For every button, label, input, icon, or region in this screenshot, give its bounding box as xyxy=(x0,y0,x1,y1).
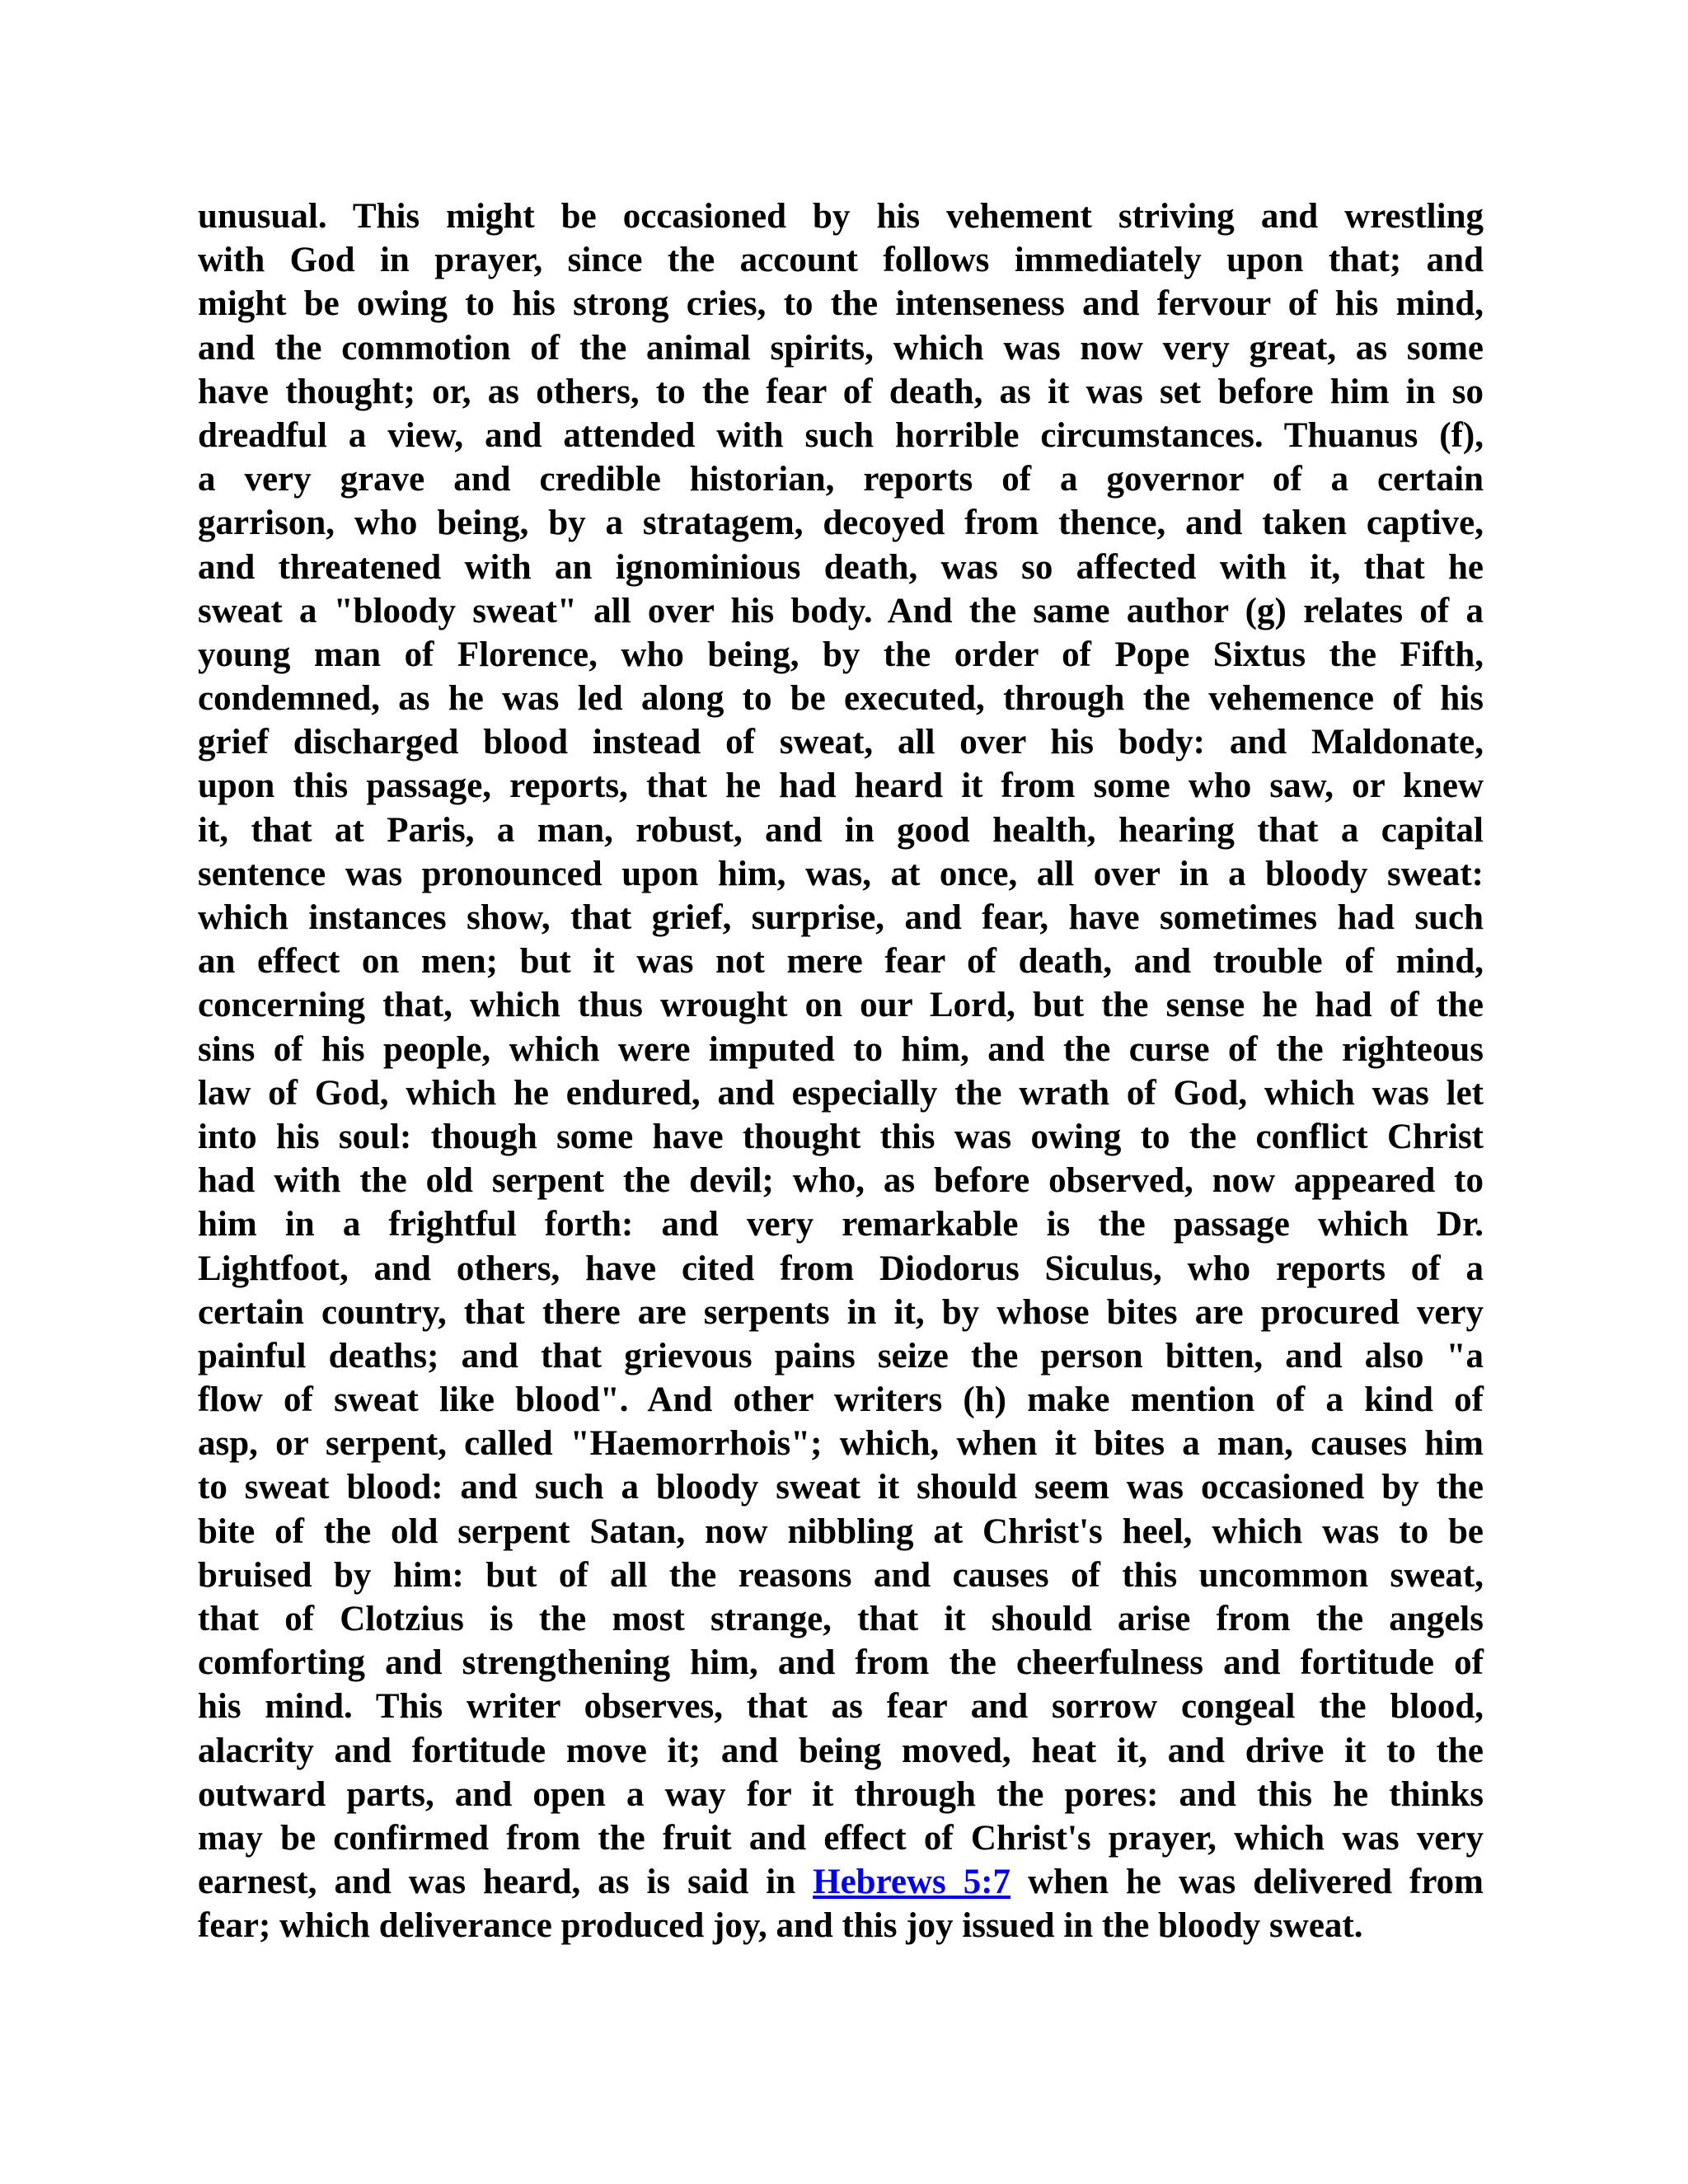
text-line: unusual. This might be occasioned by his vehement striving and wrestling xyxy=(198,197,1484,236)
text-line: alacrity and fortitude move it; and being moved, heat it, and drive it to the xyxy=(198,1731,1484,1770)
text-line: young man of Florence, who being, by the order of Pope Sixtus the Fifth, xyxy=(198,635,1484,674)
text-line: bite of the old serpent Satan, now nibbling at Christ's heel, which was to be xyxy=(198,1511,1484,1551)
text-line: comforting and strengthening him, and from the cheerfulness and fortitude of xyxy=(198,1643,1484,1683)
text-line: to sweat blood: and such a bloody sweat it should seem was occasioned by the xyxy=(198,1468,1484,1507)
text-line: dreadful a view, and attended with such horrible circumstances. Thuanus (f), xyxy=(198,415,1484,455)
text-line-final: fear; which deliverance produced joy, and this joy issued in the bloody sweat. xyxy=(198,1906,1363,1946)
text-line: sweat a "bloody sweat" all over his body. And the same author (g) relates of a xyxy=(198,591,1484,630)
text-line: might be owing to his strong cries, to the intenseness and fervour of his mind, xyxy=(198,284,1484,324)
text-line: sentence was pronounced upon him, was, at once, all over in a bloody sweat: xyxy=(198,854,1484,893)
text-line: his mind. This writer observes, that as fear and sorrow congeal the blood, xyxy=(198,1687,1484,1727)
text-line: sins of his people, which were imputed to him, and the curse of the righteous xyxy=(198,1029,1484,1069)
text-line: Lightfoot, and others, have cited from Diodorus Siculus, who reports of a xyxy=(198,1249,1484,1288)
text-line: painful deaths; and that grievous pains seize the person bitten, and also "a xyxy=(198,1336,1484,1376)
link-line-text-after: when he was delivered from xyxy=(1010,1863,1484,1902)
text-line: may be confirmed from the fruit and effect of Christ's prayer, which was very xyxy=(198,1818,1484,1858)
commentary-text xyxy=(198,194,1484,1948)
text-line: a very grave and credible historian, reports of a governor of a certain xyxy=(198,460,1484,499)
text-line: into his soul: though some have thought this was owing to the conflict Christ xyxy=(198,1117,1484,1156)
text-line: with God in prayer, since the account follows immediately upon that; and xyxy=(198,241,1484,280)
text-line: and the commotion of the animal spirits, which was now very great, as some xyxy=(198,328,1484,368)
text-line: have thought; or, as others, to the fear of death, as it was set before him in so xyxy=(198,372,1484,411)
text-line: which instances show, that grief, surprise, and fear, have sometimes had such xyxy=(198,898,1484,937)
text-line: an effect on men; but it was not mere fear of death, and trouble of mind, xyxy=(198,942,1484,982)
text-line: condemned, as he was led along to be executed, through the vehemence of his xyxy=(198,679,1484,719)
hebrews-5-7-link[interactable]: Hebrews 5:7 xyxy=(813,1863,1011,1902)
text-line: upon this passage, reports, that he had heard it from some who saw, or knew xyxy=(198,766,1484,806)
text-line: outward parts, and open a way for it through the pores: and this he thinks xyxy=(198,1774,1484,1814)
text-line: garrison, who being, by a stratagem, decoyed from thence, and taken captive, xyxy=(198,504,1484,543)
text-line: that of Clotzius is the most strange, that it should arise from the angels xyxy=(198,1600,1484,1638)
text-line: flow of sweat like blood". And other writers (h) make mention of a kind of xyxy=(198,1380,1484,1420)
text-line: law of God, which he endured, and especially the wrath of God, which was let xyxy=(198,1073,1484,1113)
text-line: grief discharged blood instead of sweat, all over his body: and Maldonate, xyxy=(198,723,1484,762)
link-line-text-before: earnest, and was heard, as is said in xyxy=(198,1863,814,1902)
text-line: bruised by him: but of all the reasons and causes of this uncommon sweat, xyxy=(198,1555,1484,1595)
text-line: had with the old serpent the devil; who, as before observed, now appeared to xyxy=(198,1161,1484,1201)
text-line: certain country, that there are serpents in it, by whose bites are procured very xyxy=(198,1292,1484,1332)
text-line-with-link xyxy=(198,1860,1484,1904)
text-line: asp, or serpent, called "Haemorrhois"; which, when it bites a man, causes him xyxy=(198,1424,1484,1464)
text-line: concerning that, which thus wrought on our Lord, but the sense he had of the xyxy=(198,986,1484,1025)
text-line: it, that at Paris, a man, robust, and in good health, hearing that a capital xyxy=(198,810,1484,850)
text-line: him in a frightful forth: and very remarkable is the passage which Dr. xyxy=(198,1205,1484,1244)
text-line: and threatened with an ignominious death, was so affected with it, that he xyxy=(198,547,1484,587)
